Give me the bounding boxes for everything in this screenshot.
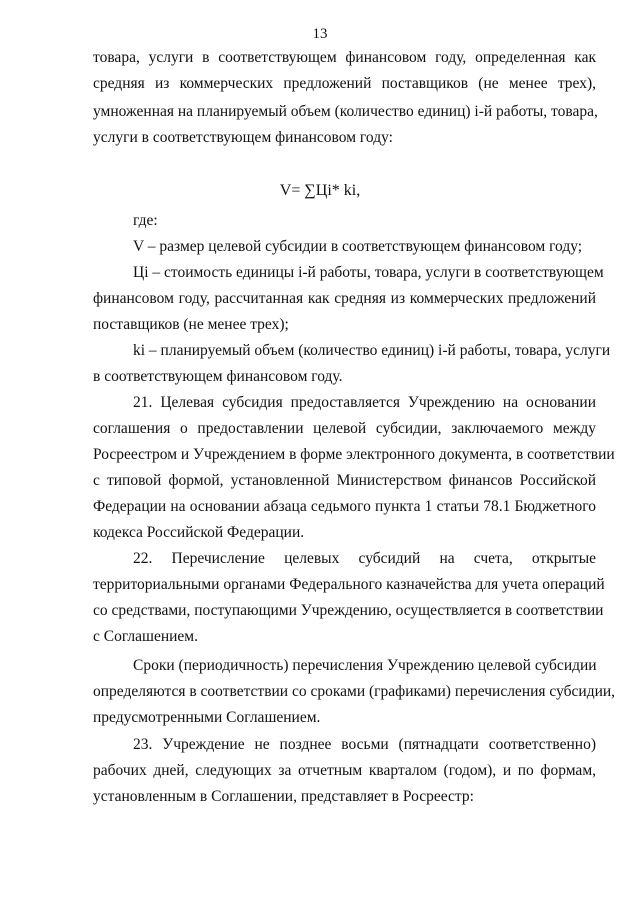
text-line: рабочих дней, следующих за отчетным кварталом (годом), и по формам,	[93, 762, 596, 779]
text-line: услуги в соответствующем финансовом году:	[93, 129, 393, 146]
text-line: 22. Перечисление целевых субсидий на счета, открытые	[133, 550, 596, 567]
text-line: с типовой формой, установленной Министерством финансов Российской	[93, 472, 596, 489]
text-line: V – размер целевой субсидии в соответствующем финансовом году;	[133, 238, 583, 255]
text-line: со средствами, поступающими Учреждению, осуществляется в соответствии	[93, 602, 604, 619]
text-line: с Соглашением.	[93, 628, 198, 645]
text-line: ki – планируемый объем (количество единиц) i-й работы, товара, услуги	[133, 342, 611, 359]
text-line: средняя из коммерческих предложений поставщиков (не менее трех),	[93, 75, 596, 92]
page-number: 13	[312, 26, 328, 42]
text-line: кодекса Российской Федерации.	[93, 524, 305, 541]
text-line: предусмотренными Соглашением.	[93, 709, 321, 726]
text-line: Федерации на основании абзаца седьмого пункта 1 статьи 78.1 Бюджетного	[93, 498, 596, 515]
text-line: где:	[133, 212, 158, 229]
text-line: Росреестром и Учреждением в форме электронного документа, в соответствии	[93, 446, 615, 463]
formula: V= ∑Цi* ki,	[279, 182, 361, 199]
text-line: определяются в соответствии со сроками (графиками) перечисления субсидии,	[93, 683, 616, 700]
text-line: 23. Учреждение не позднее восьми (пятнадцати соответственно)	[133, 736, 596, 753]
text-line: товара, услуги в соответствующем финансовом году, определенная как	[93, 49, 596, 66]
text-line: 21. Целевая субсидия предоставляется Учреждению на основании	[133, 394, 596, 411]
text-line: финансовом году, рассчитанная как средняя из коммерческих предложений	[93, 290, 596, 307]
text-line: Цi – стоимость единицы i-й работы, товара, услуги в соответствующем	[133, 264, 604, 281]
text-line: поставщиков (не менее трех);	[93, 316, 289, 333]
text-line: в соответствующем финансовом году.	[93, 368, 343, 385]
text-line: Сроки (периодичность) перечисления Учреждению целевой субсидии	[133, 657, 597, 674]
text-line: соглашения о предоставлении целевой субсидии, заключаемого между	[93, 420, 596, 437]
text-line: установленным в Соглашении, представляет в Росреестр:	[93, 788, 474, 805]
text-line: территориальными органами Федерального казначейства для учета операций	[93, 576, 605, 593]
text-line: умноженная на планируемый объем (количество единиц) i-й работы, товара,	[93, 103, 598, 120]
